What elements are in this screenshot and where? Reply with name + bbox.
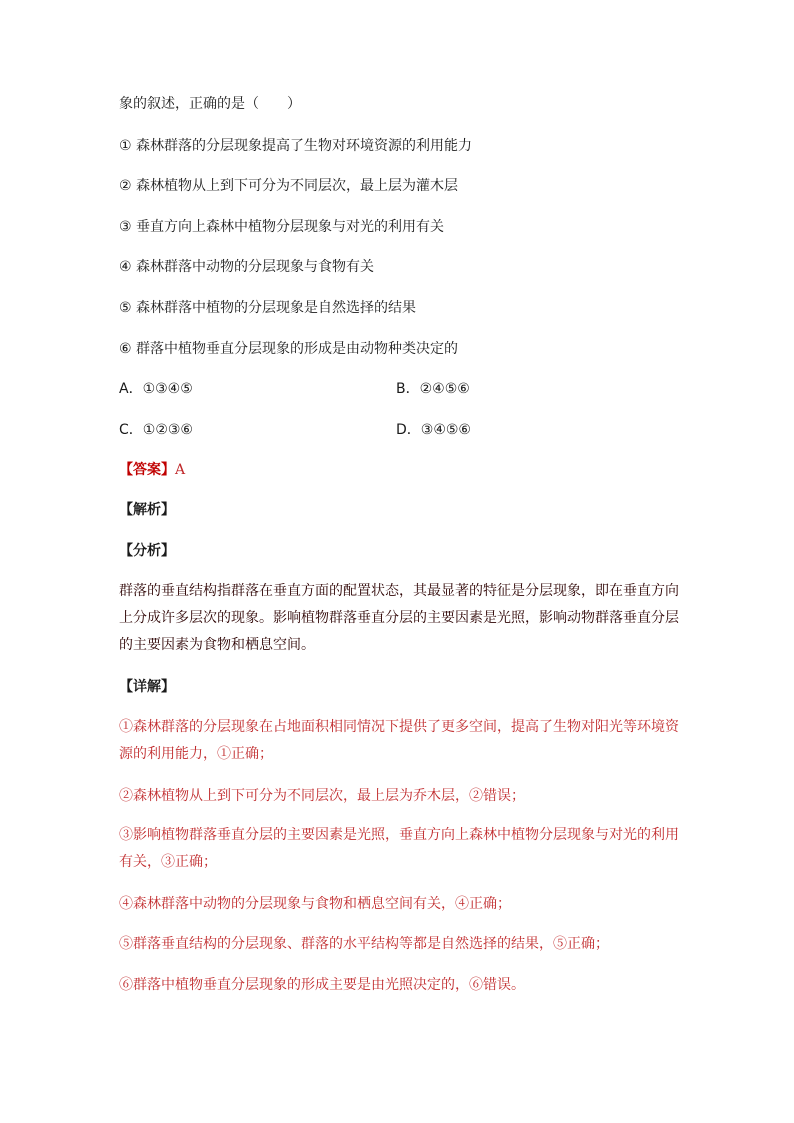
statement-3: ③ 垂直方向上森林中植物分层现象与对光的利用有关 (119, 219, 444, 235)
statement-2: ② 森林植物从上到下可分为不同层次，最上层为灌木层 (119, 178, 458, 194)
fenxi-text: 群落的垂直结构指群落在垂直方面的配置状态，其最显著的特征是分层现象，即在垂直方向上分成许多层次的现象。影响植物群落垂直分层的主要因素是光照，影响动物群落垂直分层的主要因素为食物和栖息空间。 (119, 583, 679, 653)
option-b: B．②④⑤⑥ (396, 381, 470, 397)
statement-4: ④ 森林群落中动物的分层现象与食物有关 (119, 259, 374, 275)
detail-item-6: ⑥群落中植物垂直分层现象的形成主要是由光照决定的，⑥错误。 (119, 977, 525, 993)
statement-6: ⑥ 群落中植物垂直分层现象的形成是由动物种类决定的 (119, 341, 458, 357)
option-a: A．①③④⑤ (119, 381, 193, 397)
detail-item-1: ①森林群落的分层现象在占地面积相同情况下提供了更多空间，提高了生物对阳光等环境资源的利用能力，①正确； (119, 719, 679, 762)
fenxi-heading: 【分析】 (119, 543, 175, 559)
option-c: C．①②③⑥ (119, 422, 193, 438)
statement-1: ① 森林群落的分层现象提高了生物对环境资源的利用能力 (119, 138, 472, 154)
answer-label: 【答案】 (119, 462, 175, 478)
analysis-heading: 【解析】 (119, 502, 175, 518)
question-stem: 象的叙述，正确的是（ ） (119, 96, 301, 112)
detail-item-3: ③影响植物群落垂直分层的主要因素是光照，垂直方向上森林中植物分层现象与对光的利用有关，③正确； (119, 827, 679, 870)
detail-item-4: ④森林群落中动物的分层现象与食物和栖息空间有关，④正确； (119, 896, 511, 912)
statement-5: ⑤ 森林群落中植物的分层现象是自然选择的结果 (119, 300, 416, 316)
answer-line (119, 460, 185, 480)
option-d: D．③④⑤⑥ (396, 422, 471, 438)
detail-item-5: ⑤群落垂直结构的分层现象、群落的水平结构等都是自然选择的结果，⑤正确； (119, 936, 609, 952)
detail-heading: 【详解】 (119, 679, 175, 695)
answer-value: A (175, 462, 186, 478)
detail-item-2: ②森林植物从上到下可分为不同层次，最上层为乔木层，②错误； (119, 788, 525, 804)
